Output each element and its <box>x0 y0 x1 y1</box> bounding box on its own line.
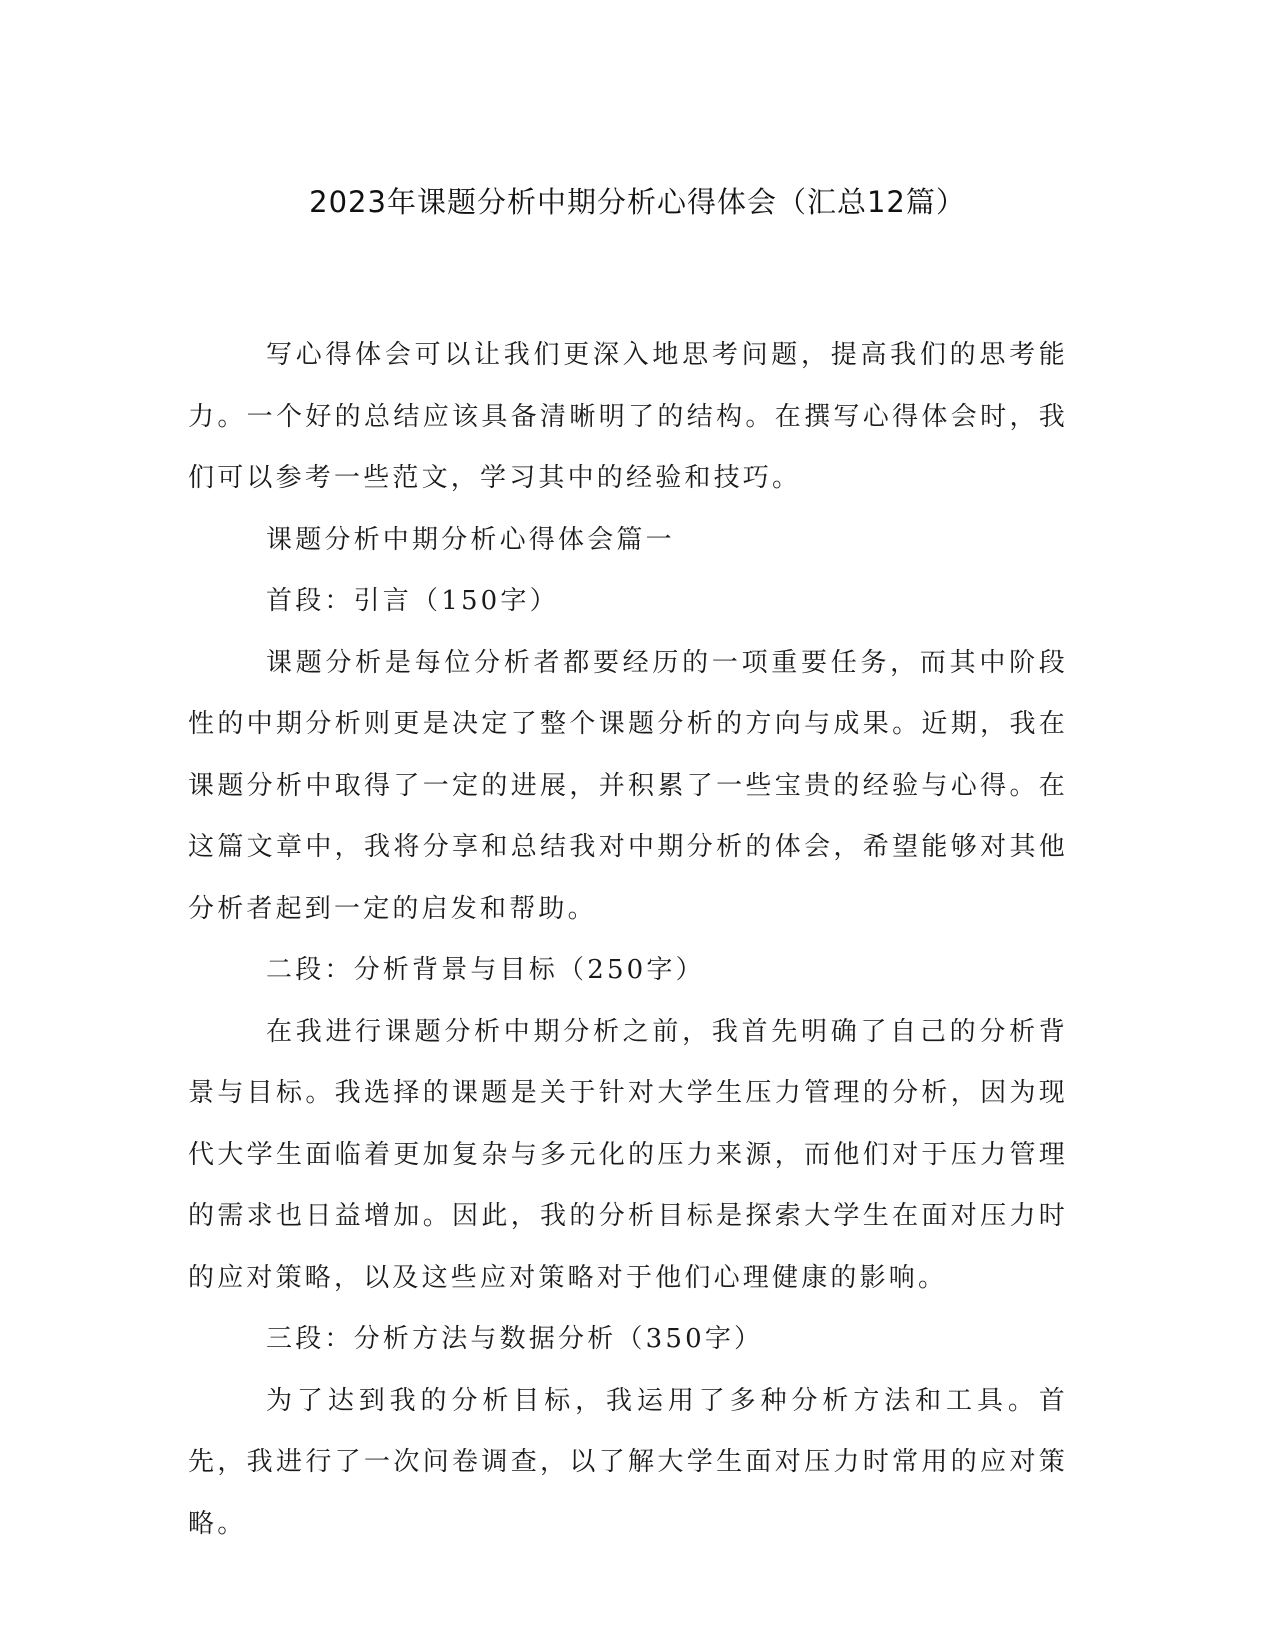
section-paragraph-2: 在我进行课题分析中期分析之前，我首先明确了自己的分析背景与目标。我选择的课题是关于针对大学生压力管理的分析，因为现代大学生面临着更加复杂与多元化的压力来源，而他们对于压力管理的需求也日益增加。因此，我的分析目标是探索大学生在面对压力时的应对策略，以及这些应对策略对于他们心理健康的影响。 <box>188 1016 1068 1293</box>
document-body <box>188 325 1068 1555</box>
document-title: 2023年课题分析中期分析心得体会（汇总12篇） <box>309 185 966 219</box>
section-heading-2: 二段：分析背景与目标（250字） <box>266 955 705 985</box>
section-paragraph-3: 为了达到我的分析目标，我运用了多种分析方法和工具。首先，我进行了一次问卷调查，以了解大学生面对压力时常用的应对策略。 <box>188 1385 1068 1539</box>
section-heading-1: 首段：引言（150字） <box>266 586 559 616</box>
section-paragraph-1: 课题分析是每位分析者都要经历的一项重要任务，而其中阶段性的中期分析则更是决定了整个课题分析的方向与成果。近期，我在课题分析中取得了一定的进展，并积累了一些宝贵的经验与心得。在这篇文章中，我将分享和总结我对中期分析的体会，希望能够对其他分析者起到一定的启发和帮助。 <box>188 647 1068 924</box>
intro-paragraph: 写心得体会可以让我们更深入地思考问题，提高我们的思考能力。一个好的总结应该具备清晰明了的结构。在撰写心得体会时，我们可以参考一些范文，学习其中的经验和技巧。 <box>188 340 1068 493</box>
article-heading: 课题分析中期分析心得体会篇一 <box>266 524 675 555</box>
section-heading-3: 三段：分析方法与数据分析（350字） <box>266 1324 764 1354</box>
